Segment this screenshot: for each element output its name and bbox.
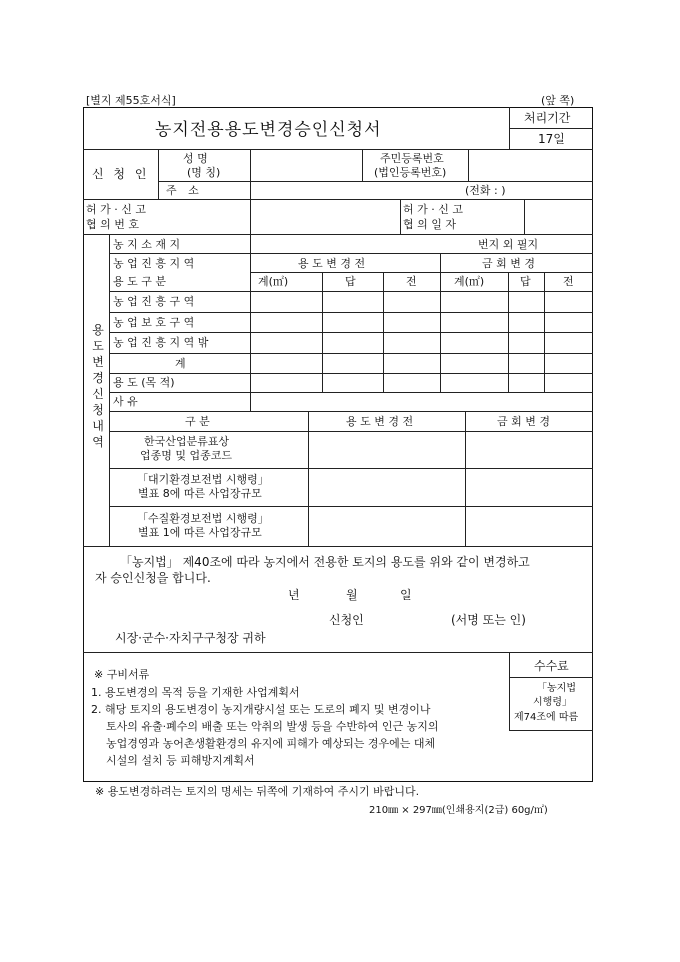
- name-label: 성 명: [183, 152, 208, 165]
- documents-item-2-line-2: 토사의 유출·폐수의 배출 또는 악취의 발생 등을 수반하여 인근 농지의: [106, 720, 439, 733]
- page-side-label: (앞 쪽): [541, 94, 575, 107]
- row-protection-district: 농 업 보 호 구 역: [113, 316, 195, 329]
- ksic-label-2: 업종명 및 업종코드: [140, 449, 233, 462]
- declaration-line-1: 「농지법」 제40조에 따라 농지에서 전용한 토지의 용도를 위와 같이 변경하고: [120, 555, 530, 569]
- fee-law-line-2: 시행령」: [533, 697, 572, 708]
- declaration-line-2: 자 승인신청을 합니다.: [95, 571, 211, 585]
- signature-or-seal: (서명 또는 인): [451, 613, 526, 627]
- after-paddy-col: 답: [520, 275, 531, 288]
- form-number: [별지 제55호서식]: [86, 94, 176, 107]
- fee-label: 수수료: [534, 659, 569, 673]
- permit-date-label-1: 허 가 · 신 고: [403, 203, 463, 216]
- permit-date-label-2: 협 의 일 자: [403, 218, 456, 231]
- fee-law-line-3: 제74조에 따름: [514, 712, 579, 723]
- water-act-label-2: 별표 1에 따른 사업장규모: [138, 526, 262, 539]
- phone-label: (전화 : ): [465, 184, 506, 197]
- section-vertical-label: 용 도 변 경 신 청 내 역: [92, 323, 104, 449]
- day-label: 일: [400, 588, 412, 602]
- footer-note: ※ 용도변경하려는 토지의 명세는 뒤쪽에 기재하여 주시기 바랍니다.: [95, 785, 420, 798]
- farmland-location-label: 농 지 소 재 지: [113, 238, 181, 251]
- purpose-label: 용 도 (목 적): [113, 376, 175, 389]
- ksic-label-1: 한국산업분류표상: [144, 435, 230, 448]
- water-act-label-1: 「수질환경보전법 시행령」: [137, 512, 269, 525]
- month-label: 월: [346, 588, 358, 602]
- air-act-label-1: 「대기환경보전법 시행령」: [137, 473, 269, 486]
- row-outside-zone: 농 업 진 흥 지 역 밖: [113, 336, 209, 349]
- applicant-label: 신 청 인: [92, 167, 150, 181]
- category-header: 구 분: [185, 415, 210, 428]
- documents-item-2-line-3: 농업경영과 농어촌생활환경의 유지에 피해가 예상되는 경우에는 대체: [106, 737, 436, 750]
- corp-reg-number-label: (법인등록번호): [374, 166, 447, 179]
- sub-after-header: 금 회 변 경: [497, 415, 550, 428]
- form-title: 농지전용용도변경승인신청서: [155, 120, 382, 140]
- before-total-col: 계(㎡): [258, 275, 289, 288]
- reason-label: 사 유: [113, 395, 138, 408]
- reg-number-label: 주민등록번호: [380, 152, 444, 165]
- fee-law-line-1: 「농지법: [537, 683, 576, 694]
- applicant-sign-label: 신청인: [329, 613, 364, 627]
- year-label: 년: [288, 588, 300, 602]
- permit-number-label-1: 허 가 · 신 고: [86, 203, 146, 216]
- air-act-label-2: 별표 8에 따른 사업장규모: [138, 487, 262, 500]
- row-promotion-district: 농 업 진 흥 구 역: [113, 295, 195, 308]
- documents-item-2-line-4: 시설의 설치 등 피해방지계획서: [106, 754, 255, 767]
- address-label: 주 소: [166, 184, 203, 197]
- documents-item-2-line-1: 2. 해당 토지의 용도변경이 농지개량시설 또는 도로의 폐지 및 변경이나: [91, 703, 431, 716]
- after-field-col: 전: [563, 275, 574, 288]
- before-field-col: 전: [406, 275, 417, 288]
- documents-item-1: 1. 용도변경의 목적 등을 기재한 사업계획서: [91, 686, 300, 699]
- sub-before-header: 용 도 변 경 전: [346, 415, 414, 428]
- agri-zone-label: 농 업 진 흥 지 역: [113, 257, 195, 270]
- paper-spec: 210㎜ × 297㎜(인쇄용지(2급) 60g/㎡): [369, 805, 548, 816]
- before-paddy-col: 답: [345, 275, 356, 288]
- permit-number-label-2: 협 의 번 호: [86, 218, 139, 231]
- after-total-col: 계(㎡): [454, 275, 485, 288]
- processing-period-value: 17일: [538, 132, 565, 146]
- processing-period-label: 처리기간: [524, 111, 571, 125]
- current-change-header: 금 회 변 경: [482, 257, 535, 270]
- name-sub-label: (명 칭): [187, 166, 221, 179]
- row-total: 계: [175, 357, 186, 370]
- use-category-label: 용 도 구 분: [113, 275, 166, 288]
- lot-count-label: 번지 외 필지: [478, 238, 539, 251]
- documents-header: ※ 구비서류: [94, 668, 150, 681]
- recipient-label: 시장·군수·자치구구청장 귀하: [115, 631, 266, 645]
- before-change-header: 용 도 변 경 전: [298, 257, 366, 270]
